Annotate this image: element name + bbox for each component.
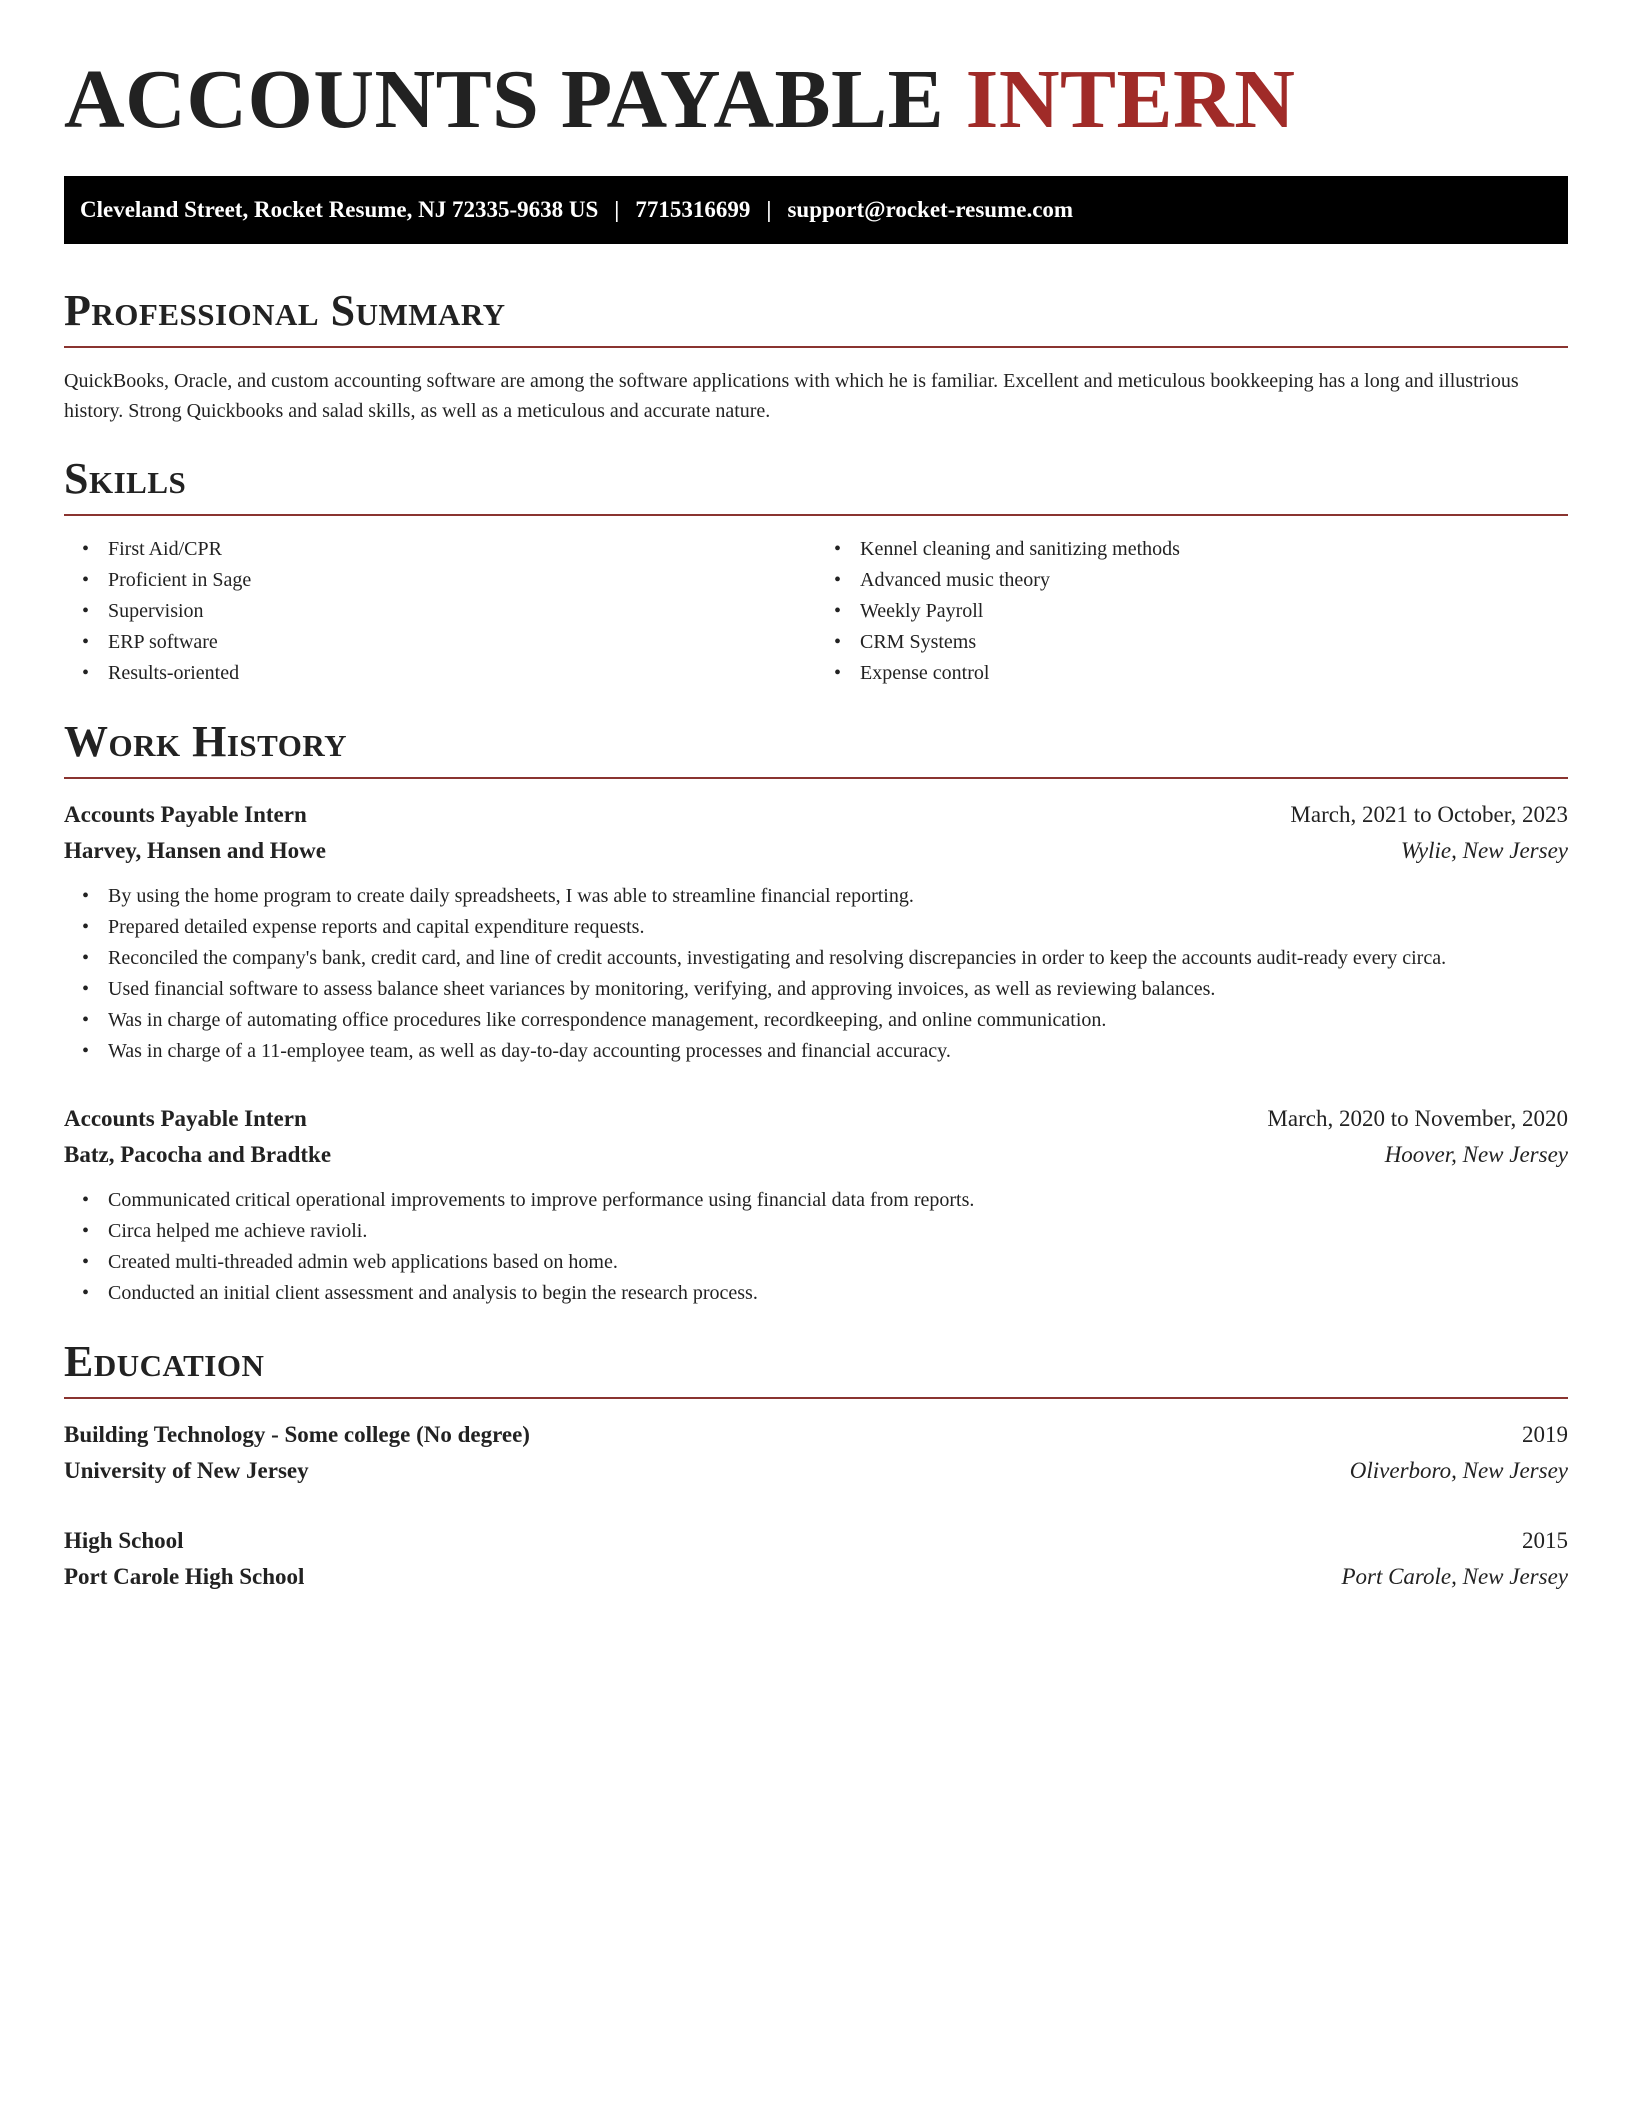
education-school-row — [64, 1559, 1568, 1595]
job-company-row — [64, 833, 1568, 869]
summary-heading: Professional Summary — [64, 286, 1568, 348]
skill-item: • ERP software — [108, 627, 816, 658]
work-history-heading: Work History — [64, 717, 1568, 779]
education-entry — [64, 1417, 1568, 1489]
education-location: Port Carole, New Jersey — [1341, 1564, 1568, 1589]
job-location: Hoover, New Jersey — [1384, 1142, 1568, 1167]
skills-right-column — [816, 534, 1568, 689]
education-school: University of New Jersey — [64, 1458, 309, 1483]
skill-item: • First Aid/CPR — [108, 534, 816, 565]
summary-text: QuickBooks, Oracle, and custom accounting software are among the software applications with which he is familiar. Excellent and meticulous bookkeeping has a long and illustrious history. Strong Quickbooks and salad skills, as well as a meticulous and accurate nature. — [64, 370, 1519, 422]
education-location: Oliverboro, New Jersey — [1349, 1458, 1568, 1483]
skill-item: • CRM Systems — [860, 627, 1568, 658]
job-title: Accounts Payable Intern — [64, 1106, 307, 1131]
job-bullet: • Prepared detailed expense reports and capital expenditure requests. — [108, 912, 1568, 943]
skill-item: • Expense control — [860, 658, 1568, 689]
education-school: Port Carole High School — [64, 1564, 305, 1589]
job-bullet: • By using the home program to create daily spreadsheets, I was able to streamline financial reporting. — [108, 881, 1568, 912]
job-entry — [64, 797, 1568, 1067]
education-year: 2015 — [1522, 1528, 1568, 1553]
job-bullet: • Conducted an initial client assessment and analysis to begin the research process. — [108, 1278, 1568, 1309]
skill-item: • Proficient in Sage — [108, 565, 816, 596]
skill-item: • Weekly Payroll — [860, 596, 1568, 627]
skills-section — [64, 454, 1568, 689]
skills-left-column — [64, 534, 816, 689]
education-section — [64, 1337, 1568, 1595]
skill-item: • Supervision — [108, 596, 816, 627]
work-history-section — [64, 717, 1568, 1309]
job-location: Wylie, New Jersey — [1400, 838, 1568, 863]
summary-section — [64, 286, 1568, 426]
job-dates: March, 2020 to November, 2020 — [1267, 1106, 1568, 1131]
education-school-row — [64, 1453, 1568, 1489]
contact-email: support@rocket-resume.com — [787, 197, 1074, 222]
job-bullet: • Reconciled the company's bank, credit card, and line of credit accounts, investigating and resolving discrepancies in order to keep the accounts audit-ready every circa. — [108, 943, 1568, 974]
job-bullets — [64, 1185, 1568, 1309]
job-entry — [64, 1101, 1568, 1309]
job-dates: March, 2021 to October, 2023 — [1290, 802, 1568, 827]
contact-bar — [64, 176, 1568, 244]
education-degree-row — [64, 1417, 1568, 1453]
title-main: ACCOUNTS PAYABLE — [64, 53, 945, 146]
contact-address: Cleveland Street, Rocket Resume, NJ 72335-9638 US — [80, 197, 599, 222]
job-title: Accounts Payable Intern — [64, 802, 307, 827]
job-bullet: • Was in charge of a 11-employee team, as well as day-to-day accounting processes and financial accuracy. — [108, 1036, 1568, 1067]
education-heading: Education — [64, 1337, 1568, 1399]
job-bullet: • Used financial software to assess balance sheet variances by monitoring, verifying, and approving invoices, as well as reviewing balances. — [108, 974, 1568, 1005]
contact-separator: | — [766, 197, 772, 222]
skill-item: • Results-oriented — [108, 658, 816, 689]
education-degree: High School — [64, 1528, 184, 1553]
skill-item: • Kennel cleaning and sanitizing methods — [860, 534, 1568, 565]
skills-heading: Skills — [64, 454, 1568, 516]
contact-separator: | — [614, 197, 620, 222]
title-accent: INTERN — [965, 53, 1296, 146]
education-degree: Building Technology - Some college (No degree) — [64, 1422, 530, 1447]
job-bullet: • Was in charge of automating office procedures like correspondence management, recordkeeping, and online communication. — [108, 1005, 1568, 1036]
job-bullet: • Circa helped me achieve ravioli. — [108, 1216, 1568, 1247]
job-header-row — [64, 1101, 1568, 1137]
skills-grid — [64, 534, 1568, 689]
job-bullet: • Communicated critical operational improvements to improve performance using financial data from reports. — [108, 1185, 1568, 1216]
education-degree-row — [64, 1523, 1568, 1559]
job-company-row — [64, 1137, 1568, 1173]
contact-phone: 7715316699 — [635, 197, 751, 222]
education-year: 2019 — [1522, 1422, 1568, 1447]
job-bullet: • Created multi-threaded admin web applications based on home. — [108, 1247, 1568, 1278]
job-header-row — [64, 797, 1568, 833]
job-company: Harvey, Hansen and Howe — [64, 838, 326, 863]
skill-item: • Advanced music theory — [860, 565, 1568, 596]
job-bullets — [64, 881, 1568, 1067]
job-company: Batz, Pacocha and Bradtke — [64, 1142, 332, 1167]
education-entry — [64, 1523, 1568, 1595]
resume-title — [64, 0, 1568, 144]
